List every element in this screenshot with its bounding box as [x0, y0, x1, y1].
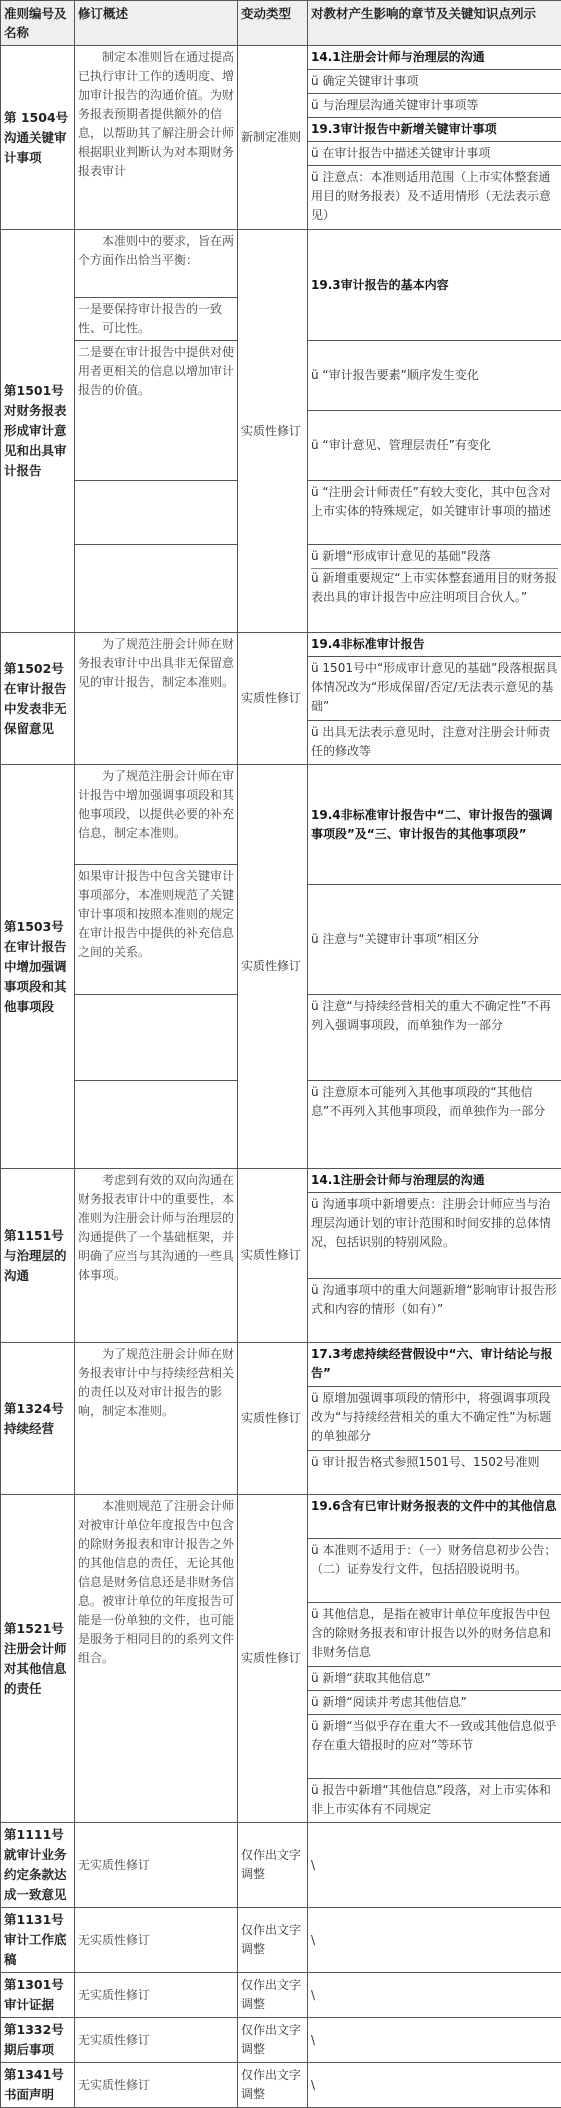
overview-text: 如果审计报告中包含关键审计事项部分，本准则规范了关键审计事项和按照本准则的规定在审计报告中提供的补充信息之间的关系。: [75, 865, 238, 995]
header-standard: 准则编号及名称: [1, 1, 75, 46]
kp-item: ü 新增“当似乎存在重大不一致或其他信息似乎存在重大错报时的应对”等环节: [308, 1715, 561, 1779]
standard-name: 第1502号在审计报告中发表非无保留意见: [1, 633, 75, 765]
kp-item: \: [308, 1973, 561, 2018]
kp-item: \: [308, 2063, 561, 2108]
standard-name: 第1324号持续经营: [1, 1343, 75, 1495]
change-type: 仅作出文字调整: [238, 2018, 308, 2063]
table-row: [1, 633, 561, 657]
change-type: 仅作出文字调整: [238, 2063, 308, 2108]
standard-name: 第1503号 在审计报告中增加强调事项段和其他事项段: [1, 765, 75, 1169]
header-overview: 修订概述: [75, 1, 238, 46]
kp-item: 19.6含有已审计财务报表的文件中的其他信息: [308, 1495, 561, 1539]
overview-text: 无实质性修订: [75, 1908, 238, 1973]
overview-text: 无实质性修订: [75, 2018, 238, 2063]
standard-name: 第1301号审计证据: [1, 1973, 75, 2018]
table-row: [1, 230, 561, 298]
table-row: [1, 1908, 561, 1973]
table-row: [1, 1343, 561, 1387]
table-row: [1, 1823, 561, 1908]
kp-item: ü 与治理层沟通关键审计事项等: [308, 94, 561, 118]
overview-text: 无实质性修订: [75, 1973, 238, 2018]
change-type: 实质性修订: [238, 1343, 308, 1495]
kp-item: ü 其他信息，是指在被审计单位年度报告中包含的除财务报表和审计报告以外的财务信息和非财务信息: [308, 1603, 561, 1667]
overview-text: 无实质性修订: [75, 1823, 238, 1908]
overview-text: 考虑到有效的双向沟通在财务报表审计中的重要性，本准则为注册会计师与治理层的沟通提供了一个基础框架，并明确了应当与其沟通的一些具体事项。: [75, 1169, 238, 1343]
standard-name: 第1111号 就审计业务约定条款达成一致意见: [1, 1823, 75, 1908]
change-type: 仅作出文字调整: [238, 1823, 308, 1908]
change-type: 新制定准则: [238, 46, 308, 230]
table-row: [1, 2063, 561, 2108]
kp-item: ü 报告中新增“其他信息”段落，对上市实体和非上市实体有不同规定: [308, 1779, 561, 1823]
change-type: 实质性修订: [238, 1495, 308, 1823]
empty-cell: [75, 545, 238, 633]
kp-item: \: [308, 1908, 561, 1973]
table-header-row: [1, 1, 561, 46]
header-knowledge-points: 对教材产生影响的章节及关键知识点列示: [308, 1, 561, 46]
kp-item: ü 出具无法表示意见时，注意对注册会计师责任的修改等: [308, 721, 561, 765]
standard-name: 第1341号书面声明: [1, 2063, 75, 2108]
change-type: 实质性修订: [238, 765, 308, 1169]
change-type: 实质性修订: [238, 1169, 308, 1343]
standard-name: 第1332号期后事项: [1, 2018, 75, 2063]
standard-name: 第1521号 注册会计师对其他信息的责任: [1, 1495, 75, 1823]
kp-item: 19.4非标准审计报告中“二、审计报告的强调事项段”及“三、审计报告的其他事项段”: [308, 765, 561, 885]
table-row: [1, 46, 561, 70]
change-type: 实质性修订: [238, 230, 308, 633]
kp-item: ü 新增重要规定“上市实体整套通用目的财务报表出具的审计报告中应注明项目合伙人。”: [311, 568, 558, 607]
table-row: [1, 765, 561, 865]
kp-item: 14.1注册会计师与治理层的沟通: [308, 46, 561, 70]
overview-text: 二是要在审计报告中提供对使用者更相关的信息以增加审计报告的价值。: [75, 341, 238, 481]
overview-text: 为了规范注册会计师在财务报表审计中出具非无保留意见的审计报告，制定本准则。: [75, 633, 238, 765]
kp-item: 19.4非标准审计报告: [308, 633, 561, 657]
overview-text: 一是要保持审计报告的一致性、可比性。: [75, 298, 238, 341]
kp-item: ü 本准则不适用于：（一）财务信息初步公告；（二）证券发行文件，包括招股说明书。: [308, 1539, 561, 1603]
kp-item: \: [308, 2018, 561, 2063]
overview-text: 本准则规范了注册会计师对被审计单位年度报告中包含的除财务报表和审计报告之外的其他信息的责任，无论其他信息是财务信息还是非财务信息。被审计单位的年度报告可能是一份单独的文件，也可能是服务于相同目的的系列文件组合。: [75, 1495, 238, 1823]
kp-item: ü 新增“阅读并考虑其他信息”: [308, 1691, 561, 1715]
overview-text: 为了规范注册会计师在财务报表审计中与持续经营相关的责任以及对审计报告的影响，制定本准则。: [75, 1343, 238, 1495]
kp-item: 19.3审计报告中新增关键审计事项: [308, 118, 561, 142]
kp-item: ü 沟通事项中的重大问题新增“影响审计报告形式和内容的情形（如有）”: [308, 1279, 561, 1343]
kp-item: ü “审计报告要素”顺序发生变化: [308, 341, 561, 411]
overview-text: 制定本准则旨在通过提高已执行审计工作的透明度、增加审计报告的沟通价值。为财务报表预期者提供额外的信息，以帮助其了解注册会计师根据职业判断认为对本期财务报表审计: [75, 46, 238, 230]
standard-name: 第1501号 对财务报表形成审计意见和出具审计报告: [1, 230, 75, 633]
kp-item: ü “注册会计师责任”有较大变化，其中包含对上市实体的特殊规定，如关键审计事项的描述: [308, 481, 561, 545]
kp-item: ü 审计报告格式参照1501号、1502号准则: [308, 1451, 561, 1495]
change-type: 实质性修订: [238, 633, 308, 765]
kp-item: ü 原增加强调事项段的情形中，将强调事项段改为“与持续经营相关的重大不确定性”为标题的单独部分: [308, 1387, 561, 1451]
kp-item: ü 确定关键审计事项: [308, 70, 561, 94]
kp-item: ü 1501号中“形成审计意见的基础”段落根据具体情况改为“形成保留/否定/无法表示意见的基础”: [308, 657, 561, 721]
standard-name: 第 1504号 沟通关键审计事项: [1, 46, 75, 230]
kp-item: ü 沟通事项中新增要点：注册会计师应当与治理层沟通计划的审计范围和时间安排的总体情况，包括识别的特别风险。: [308, 1193, 561, 1279]
change-type: 仅作出文字调整: [238, 1973, 308, 2018]
overview-text: 无实质性修订: [75, 2063, 238, 2108]
overview-text: 为了规范注册会计师在审计报告中增加强调事项段和其他事项段，以提供必要的补充信息，制定本准则。: [75, 765, 238, 865]
table-row: [1, 1495, 561, 1539]
empty-cell: [75, 481, 238, 545]
kp-item: \: [308, 1823, 561, 1908]
kp-item: ü “审计意见、管理层责任”有变化: [308, 411, 561, 481]
kp-item: 14.1注册会计师与治理层的沟通: [308, 1169, 561, 1193]
table-row: [1, 1973, 561, 2018]
standard-name: 第1131号审计工作底稿: [1, 1908, 75, 1973]
kp-item: ü 注意点：本准则适用范围（上市实体整套通用目的财务报表）及不适用情形（无法表示意见）: [308, 166, 561, 230]
kp-item: [308, 545, 561, 633]
kp-item: ü 新增“形成审计意见的基础”段落: [311, 547, 558, 566]
table-row: [1, 2018, 561, 2063]
change-type: 仅作出文字调整: [238, 1908, 308, 1973]
header-type: 变动类型: [238, 1, 308, 46]
kp-item: 17.3考虑持续经营假设中“六、审计结论与报告”: [308, 1343, 561, 1387]
overview-text: 本准则中的要求，旨在两个方面作出恰当平衡：: [75, 230, 238, 298]
kp-item: ü 注意“与持续经营相关的重大不确定性”不再列入强调事项段，而单独作为一部分: [308, 995, 561, 1081]
empty-cell: [75, 1081, 238, 1169]
kp-item: ü 注意原本可能列入其他事项段的“其他信息”不再列入其他事项段，而单独作为一部分: [308, 1081, 561, 1169]
kp-item: ü 新增“获取其他信息”: [308, 1667, 561, 1691]
empty-cell: [75, 995, 238, 1081]
kp-item: 19.3审计报告的基本内容: [308, 230, 561, 341]
standard-name: 第1151号 与治理层的沟通: [1, 1169, 75, 1343]
kp-item: ü 在审计报告中描述关键审计事项: [308, 142, 561, 166]
kp-item: ü 注意与“关键审计事项”相区分: [308, 885, 561, 995]
table-row: [1, 1169, 561, 1193]
